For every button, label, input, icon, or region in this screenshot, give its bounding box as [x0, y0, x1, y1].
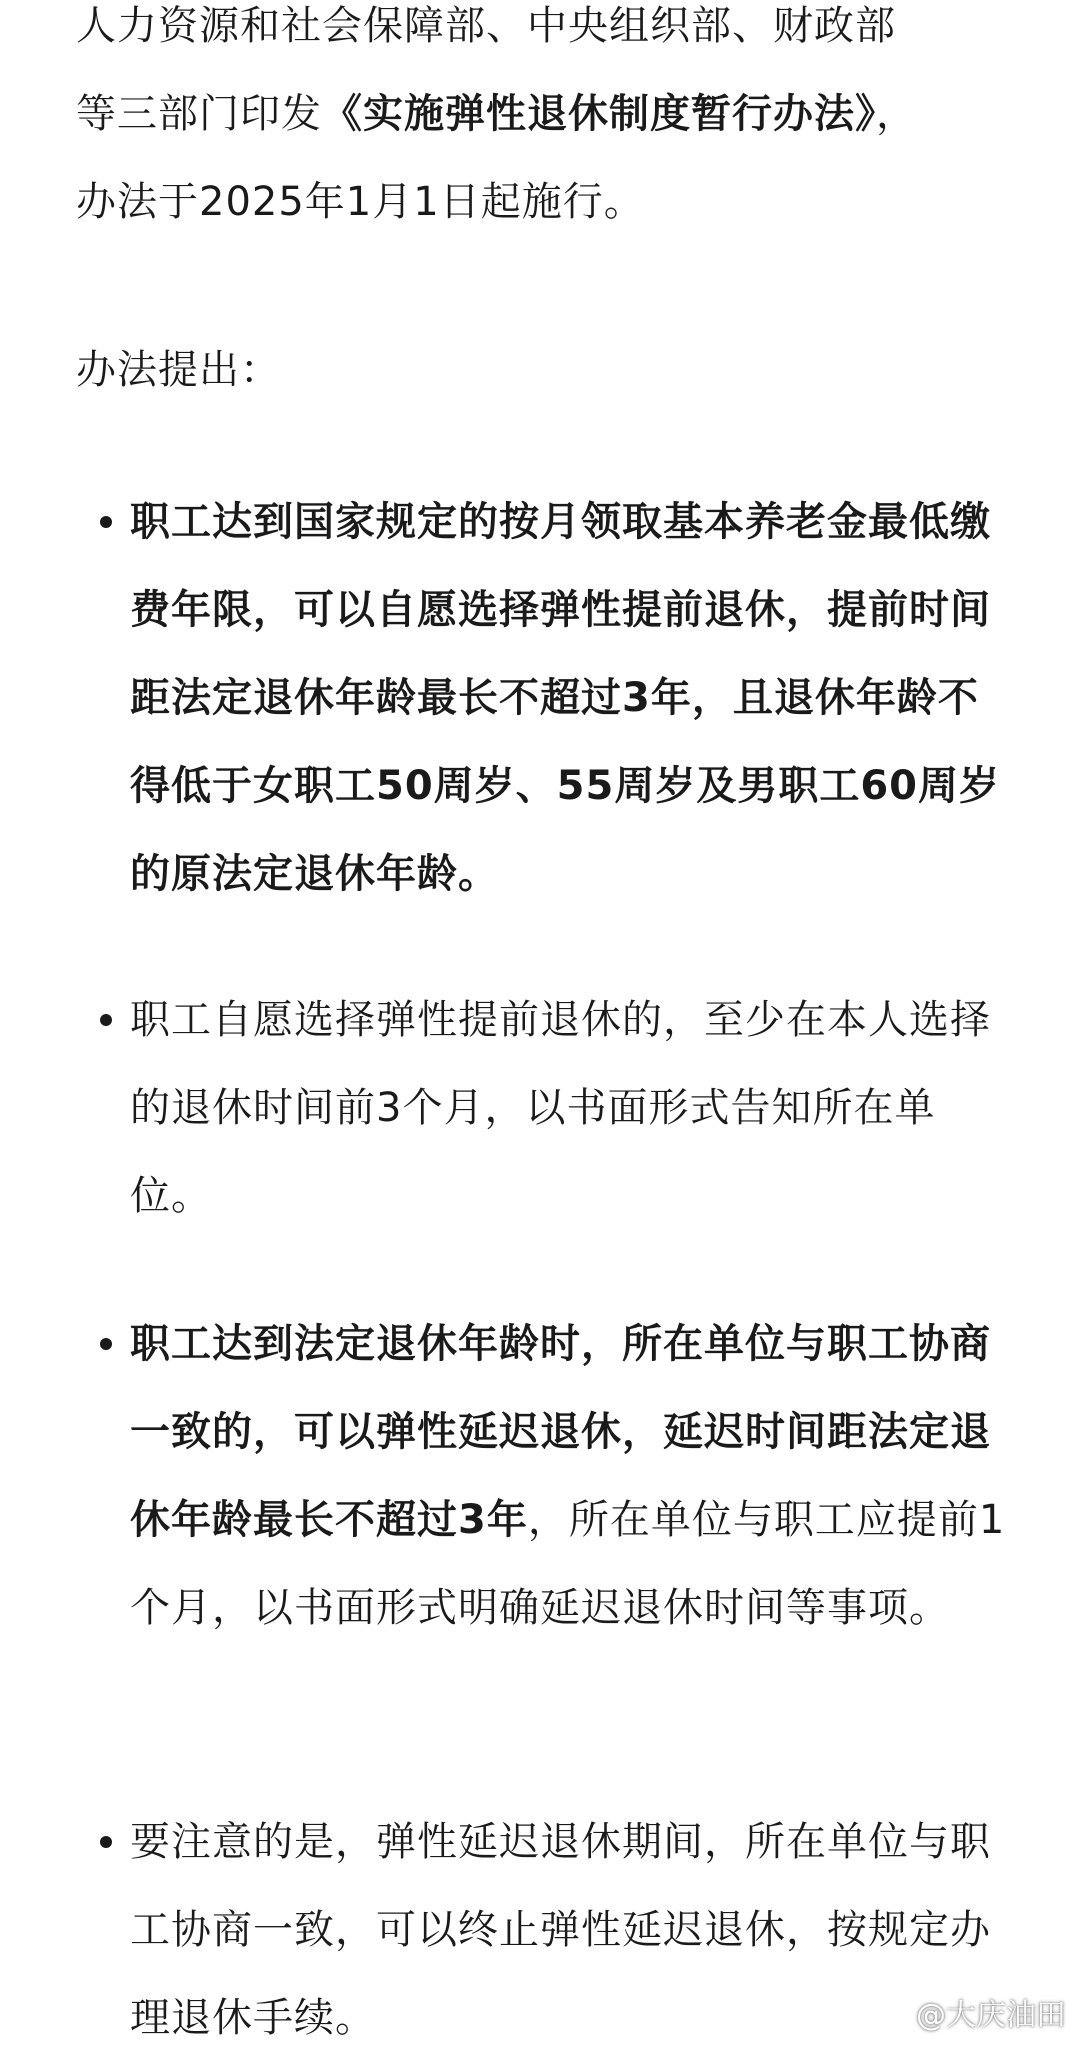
bullet-dot-icon	[100, 1014, 112, 1026]
document-title: 《实施弹性退休制度暂行办法》	[322, 91, 876, 137]
intro-line-2-suffix: ，	[876, 91, 917, 137]
list-item-bold-text: 职工达到国家规定的按月领取基本养老金最低缴费年限，可以自愿选择弹性提前退休，提前时间距法定退休年龄最长不超过3年，且退休年龄不得低于女职工50周岁、55周岁及男职工60周岁的原法定退休年龄。	[130, 499, 1000, 897]
intro-line-2-prefix: 等三部门印发	[76, 91, 322, 137]
weibo-watermark	[874, 1990, 1066, 2034]
watermark-text: @大庆油田	[916, 1998, 1066, 2033]
intro-line-3: 办法于2025年1月1日起施行。	[76, 179, 645, 225]
bullet-dot-icon	[100, 516, 112, 528]
list-item	[130, 478, 1010, 918]
list-item-bold-text: 职工达到法定退休年龄时，所在单位与职工协商一致的，可以弹性延迟退休，延迟时间距法定退休年龄最长不超过3年	[130, 1321, 991, 1543]
weibo-icon	[874, 1997, 910, 2027]
list-item	[130, 976, 1010, 1240]
intro-line-1: 人力资源和社会保障部、中央组织部、财政部	[76, 3, 896, 49]
section-label: 办法提出：	[76, 347, 281, 393]
list-item-text: 要注意的是，弹性延迟退休期间，所在单位与职工协商一致，可以终止弹性延迟退休，按规定办理退休手续。	[130, 1819, 991, 2041]
list-item-text: ，所在单位与职工应提前1个月，以书面形式明确延迟退休时间等事项。	[130, 1497, 1006, 1631]
intro-paragraph	[76, 0, 1016, 246]
bullet-dot-icon	[100, 1338, 112, 1350]
list-item	[130, 1300, 1010, 1652]
bullet-dot-icon	[100, 1836, 112, 1848]
list-item-text: 职工自愿选择弹性提前退休的，至少在本人选择的退休时间前3个月，以书面形式告知所在单位。	[130, 997, 991, 1219]
